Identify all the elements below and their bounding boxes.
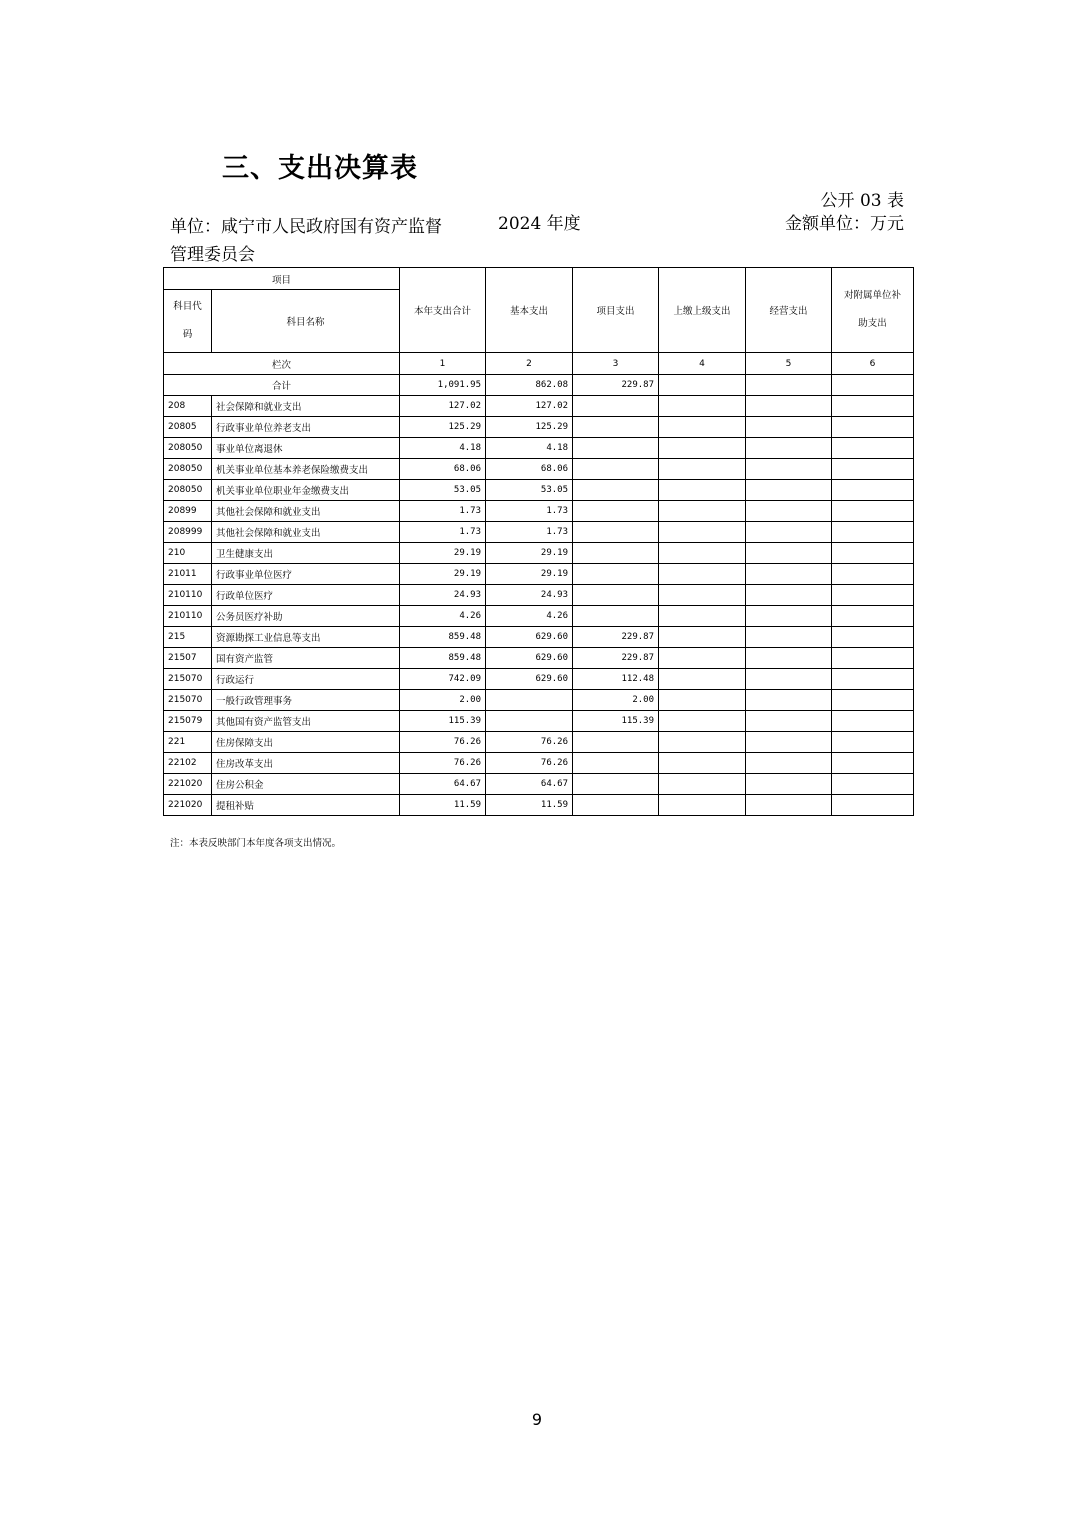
empty-cell [659, 543, 746, 564]
row-total: 68.06 [400, 459, 486, 480]
row-name: 提租补贴 [212, 795, 400, 816]
empty-cell [746, 711, 832, 732]
header-project: 项目支出 [573, 268, 659, 353]
row-total: 127.02 [400, 396, 486, 417]
row-total: 1.73 [400, 501, 486, 522]
table-row [164, 396, 914, 417]
row-total: 76.26 [400, 732, 486, 753]
empty-cell [659, 732, 746, 753]
column-index: 1 [400, 353, 486, 375]
row-total: 859.48 [400, 648, 486, 669]
empty-cell [746, 753, 832, 774]
row-name: 国有资产监管 [212, 648, 400, 669]
header-basic: 基本支出 [486, 268, 573, 353]
table-row [164, 606, 914, 627]
row-total: 125.29 [400, 417, 486, 438]
row-basic [486, 690, 573, 711]
row-total: 742.09 [400, 669, 486, 690]
header-upper: 上缴上级支出 [659, 268, 746, 353]
row-name: 资源勘探工业信息等支出 [212, 627, 400, 648]
row-code: 208050 [164, 459, 212, 480]
row-name: 其他社会保障和就业支出 [212, 501, 400, 522]
row-code: 210110 [164, 606, 212, 627]
column-index: 5 [746, 353, 832, 375]
row-code: 21011 [164, 564, 212, 585]
row-total: 1.73 [400, 522, 486, 543]
row-name: 其他社会保障和就业支出 [212, 522, 400, 543]
empty-cell [746, 459, 832, 480]
empty-cell [832, 795, 914, 816]
empty-cell [746, 438, 832, 459]
row-name: 社会保障和就业支出 [212, 396, 400, 417]
empty-cell [832, 417, 914, 438]
table-note: 注：本表反映部门本年度各项支出情况。 [170, 838, 342, 849]
row-code: 215070 [164, 690, 212, 711]
row-basic: 76.26 [486, 732, 573, 753]
page-number: 9 [531, 1410, 543, 1429]
table-row [164, 480, 914, 501]
empty-cell [659, 438, 746, 459]
row-basic: 4.18 [486, 438, 573, 459]
fiscal-year: 2024 年度 [498, 214, 581, 234]
row-basic: 29.19 [486, 564, 573, 585]
row-basic [486, 711, 573, 732]
header-name: 科目名称 [212, 290, 400, 353]
row-name: 行政单位医疗 [212, 585, 400, 606]
empty-cell [746, 627, 832, 648]
row-name: 卫生健康支出 [212, 543, 400, 564]
empty-cell [746, 795, 832, 816]
empty-cell [659, 627, 746, 648]
empty-cell [659, 417, 746, 438]
table-row [164, 690, 914, 711]
total-project: 229.87 [573, 375, 659, 396]
empty-cell [659, 774, 746, 795]
empty-cell [746, 564, 832, 585]
empty-cell [746, 480, 832, 501]
row-code: 215070 [164, 669, 212, 690]
empty-cell [746, 648, 832, 669]
row-project: 112.48 [573, 669, 659, 690]
row-total: 2.00 [400, 690, 486, 711]
table-row [164, 711, 914, 732]
empty-cell [659, 564, 746, 585]
row-code: 208999 [164, 522, 212, 543]
row-basic: 4.26 [486, 606, 573, 627]
empty-cell [746, 543, 832, 564]
row-code: 210 [164, 543, 212, 564]
row-basic: 64.67 [486, 774, 573, 795]
row-basic: 53.05 [486, 480, 573, 501]
empty-cell [832, 438, 914, 459]
empty-cell [746, 585, 832, 606]
row-total: 29.19 [400, 564, 486, 585]
empty-cell [832, 732, 914, 753]
row-total: 53.05 [400, 480, 486, 501]
row-total: 64.67 [400, 774, 486, 795]
row-name: 住房公积金 [212, 774, 400, 795]
header-total: 本年支出合计 [400, 268, 486, 353]
empty-cell [832, 690, 914, 711]
empty-cell [832, 564, 914, 585]
row-basic: 629.60 [486, 627, 573, 648]
currency-unit: 金额单位：万元 [785, 214, 904, 234]
empty-cell [659, 396, 746, 417]
row-total: 115.39 [400, 711, 486, 732]
column-index-row [164, 353, 914, 375]
empty-cell [832, 480, 914, 501]
table-row [164, 564, 914, 585]
empty-cell [659, 795, 746, 816]
table-row [164, 459, 914, 480]
empty-cell [832, 501, 914, 522]
total-row [164, 375, 914, 396]
empty-cell [659, 585, 746, 606]
empty-cell [659, 648, 746, 669]
row-name: 行政事业单位养老支出 [212, 417, 400, 438]
column-index: 6 [832, 353, 914, 375]
row-project [573, 774, 659, 795]
empty-cell [659, 669, 746, 690]
table-row [164, 501, 914, 522]
table-row [164, 438, 914, 459]
row-name: 其他国有资产监管支出 [212, 711, 400, 732]
row-code: 22102 [164, 753, 212, 774]
table-row [164, 585, 914, 606]
expenditure-table [163, 267, 914, 816]
empty-cell [746, 606, 832, 627]
row-total: 859.48 [400, 627, 486, 648]
row-total: 4.26 [400, 606, 486, 627]
row-total: 24.93 [400, 585, 486, 606]
empty-cell [659, 522, 746, 543]
table-row [164, 648, 914, 669]
row-code: 210110 [164, 585, 212, 606]
row-project: 229.87 [573, 648, 659, 669]
empty-cell [746, 732, 832, 753]
empty-cell [832, 648, 914, 669]
empty-cell [659, 501, 746, 522]
row-project [573, 753, 659, 774]
row-project [573, 585, 659, 606]
table-row [164, 774, 914, 795]
row-basic: 76.26 [486, 753, 573, 774]
column-index: 4 [659, 353, 746, 375]
row-basic: 24.93 [486, 585, 573, 606]
row-project: 115.39 [573, 711, 659, 732]
empty-cell [832, 774, 914, 795]
empty-cell [746, 669, 832, 690]
table-row [164, 753, 914, 774]
row-project: 229.87 [573, 627, 659, 648]
row-code: 221020 [164, 795, 212, 816]
row-basic: 127.02 [486, 396, 573, 417]
row-name: 机关事业单位职业年金缴费支出 [212, 480, 400, 501]
row-code: 208 [164, 396, 212, 417]
column-index: 2 [486, 353, 573, 375]
row-basic: 629.60 [486, 669, 573, 690]
row-project [573, 795, 659, 816]
row-project [573, 438, 659, 459]
row-code: 221020 [164, 774, 212, 795]
empty-cell [659, 711, 746, 732]
table-row [164, 669, 914, 690]
header-business: 经营支出 [746, 268, 832, 353]
header-code: 科目代码 [164, 290, 212, 353]
row-basic: 125.29 [486, 417, 573, 438]
total-basic: 862.08 [486, 375, 573, 396]
row-project [573, 417, 659, 438]
row-code: 21507 [164, 648, 212, 669]
row-project [573, 543, 659, 564]
row-basic: 629.60 [486, 648, 573, 669]
row-project: 2.00 [573, 690, 659, 711]
empty-cell [746, 690, 832, 711]
row-project [573, 606, 659, 627]
row-name: 公务员医疗补助 [212, 606, 400, 627]
row-project [573, 459, 659, 480]
empty-cell [832, 606, 914, 627]
empty-cell [832, 522, 914, 543]
row-basic: 1.73 [486, 501, 573, 522]
page-title: 三、支出决算表 [222, 153, 418, 184]
header-item: 项目 [164, 268, 400, 290]
row-project [573, 396, 659, 417]
empty-cell [746, 501, 832, 522]
table-row [164, 732, 914, 753]
row-code: 221 [164, 732, 212, 753]
row-project [573, 564, 659, 585]
empty-cell [659, 459, 746, 480]
row-name: 住房改革支出 [212, 753, 400, 774]
empty-cell [746, 396, 832, 417]
row-name: 机关事业单位基本养老保险缴费支出 [212, 459, 400, 480]
row-project [573, 480, 659, 501]
empty-cell [832, 627, 914, 648]
empty-cell [659, 606, 746, 627]
row-code: 215 [164, 627, 212, 648]
empty-cell [659, 480, 746, 501]
table-row [164, 522, 914, 543]
empty-cell [832, 669, 914, 690]
row-name: 事业单位离退休 [212, 438, 400, 459]
row-code: 20899 [164, 501, 212, 522]
empty-cell [746, 417, 832, 438]
row-code: 20805 [164, 417, 212, 438]
row-project [573, 522, 659, 543]
empty-cell [659, 753, 746, 774]
row-project [573, 732, 659, 753]
empty-cell [832, 585, 914, 606]
row-code: 215079 [164, 711, 212, 732]
row-name: 一般行政管理事务 [212, 690, 400, 711]
row-total: 11.59 [400, 795, 486, 816]
header-subsidiary: 对附属单位补助支出 [832, 268, 914, 353]
empty-cell [659, 690, 746, 711]
row-project [573, 501, 659, 522]
empty-cell [832, 396, 914, 417]
empty-cell [832, 459, 914, 480]
table-row [164, 543, 914, 564]
total-label: 合计 [164, 375, 400, 396]
row-total: 29.19 [400, 543, 486, 564]
row-name: 住房保障支出 [212, 732, 400, 753]
row-basic: 11.59 [486, 795, 573, 816]
row-basic: 29.19 [486, 543, 573, 564]
row-name: 行政事业单位医疗 [212, 564, 400, 585]
table-row [164, 417, 914, 438]
empty-cell [832, 543, 914, 564]
empty-cell [832, 753, 914, 774]
total-amount: 1,091.95 [400, 375, 486, 396]
row-total: 4.18 [400, 438, 486, 459]
row-code: 208050 [164, 480, 212, 501]
form-number: 公开 03 表 [820, 191, 904, 211]
table-row [164, 627, 914, 648]
empty-cell [746, 522, 832, 543]
empty-cell [832, 711, 914, 732]
row-name: 行政运行 [212, 669, 400, 690]
column-index: 3 [573, 353, 659, 375]
table-row [164, 795, 914, 816]
column-index-label: 栏次 [164, 353, 400, 375]
row-total: 76.26 [400, 753, 486, 774]
unit-label: 单位：咸宁市人民政府国有资产监督管理委员会 [170, 217, 442, 265]
row-basic: 68.06 [486, 459, 573, 480]
row-code: 208050 [164, 438, 212, 459]
row-basic: 1.73 [486, 522, 573, 543]
empty-cell [746, 774, 832, 795]
